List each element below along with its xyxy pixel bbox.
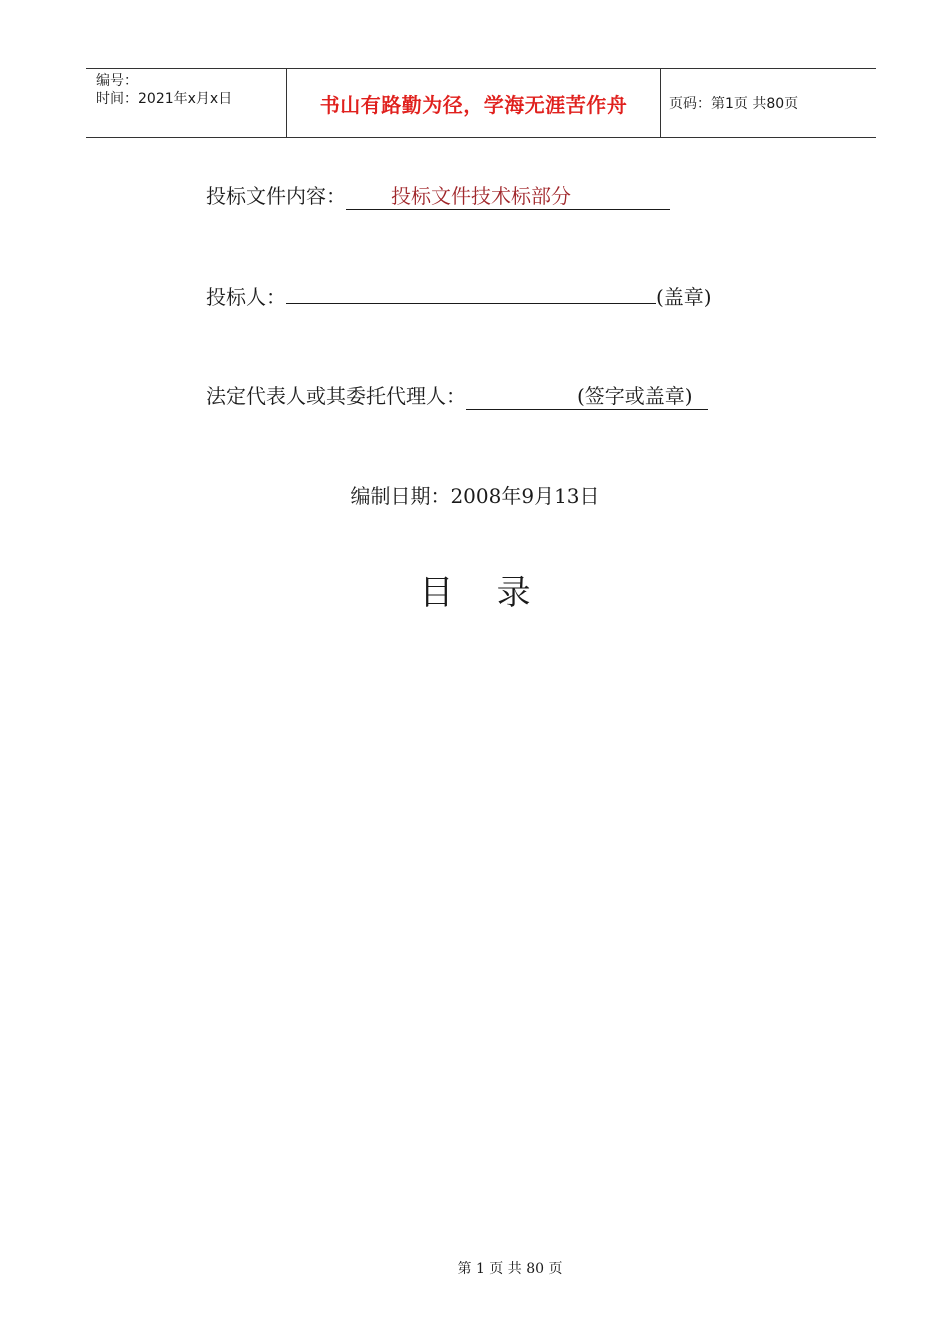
header-time: 时间：2021年x月x日 xyxy=(96,91,233,107)
bidder-label: 投标人： xyxy=(206,285,286,309)
page-header xyxy=(86,68,876,138)
content-label: 投标文件内容： xyxy=(206,184,346,208)
bidder-field xyxy=(286,281,656,304)
bidder-line xyxy=(206,281,712,310)
header-motto: 书山有路勤为径，学海无涯苦作舟 xyxy=(287,69,661,137)
header-number: 编号： xyxy=(96,73,138,89)
compile-date: 编制日期：2008年9月13日 xyxy=(350,484,600,508)
representative-line xyxy=(206,380,708,410)
content-value: 投标文件技术标部分 xyxy=(391,184,571,208)
representative-seal: (签字或盖章) xyxy=(577,384,693,408)
representative-field xyxy=(466,380,708,410)
header-meta xyxy=(86,69,287,137)
header-page-info: 页码：第1页 共80页 xyxy=(669,96,799,112)
toc-title: 目 录 xyxy=(419,573,531,613)
representative-label: 法定代表人或其委托代理人： xyxy=(206,384,466,408)
page-footer: 第 1 页 共 80 页 xyxy=(457,1261,563,1277)
bidder-seal: (盖章) xyxy=(656,285,712,309)
content-line xyxy=(206,180,670,210)
content-field xyxy=(346,180,670,210)
